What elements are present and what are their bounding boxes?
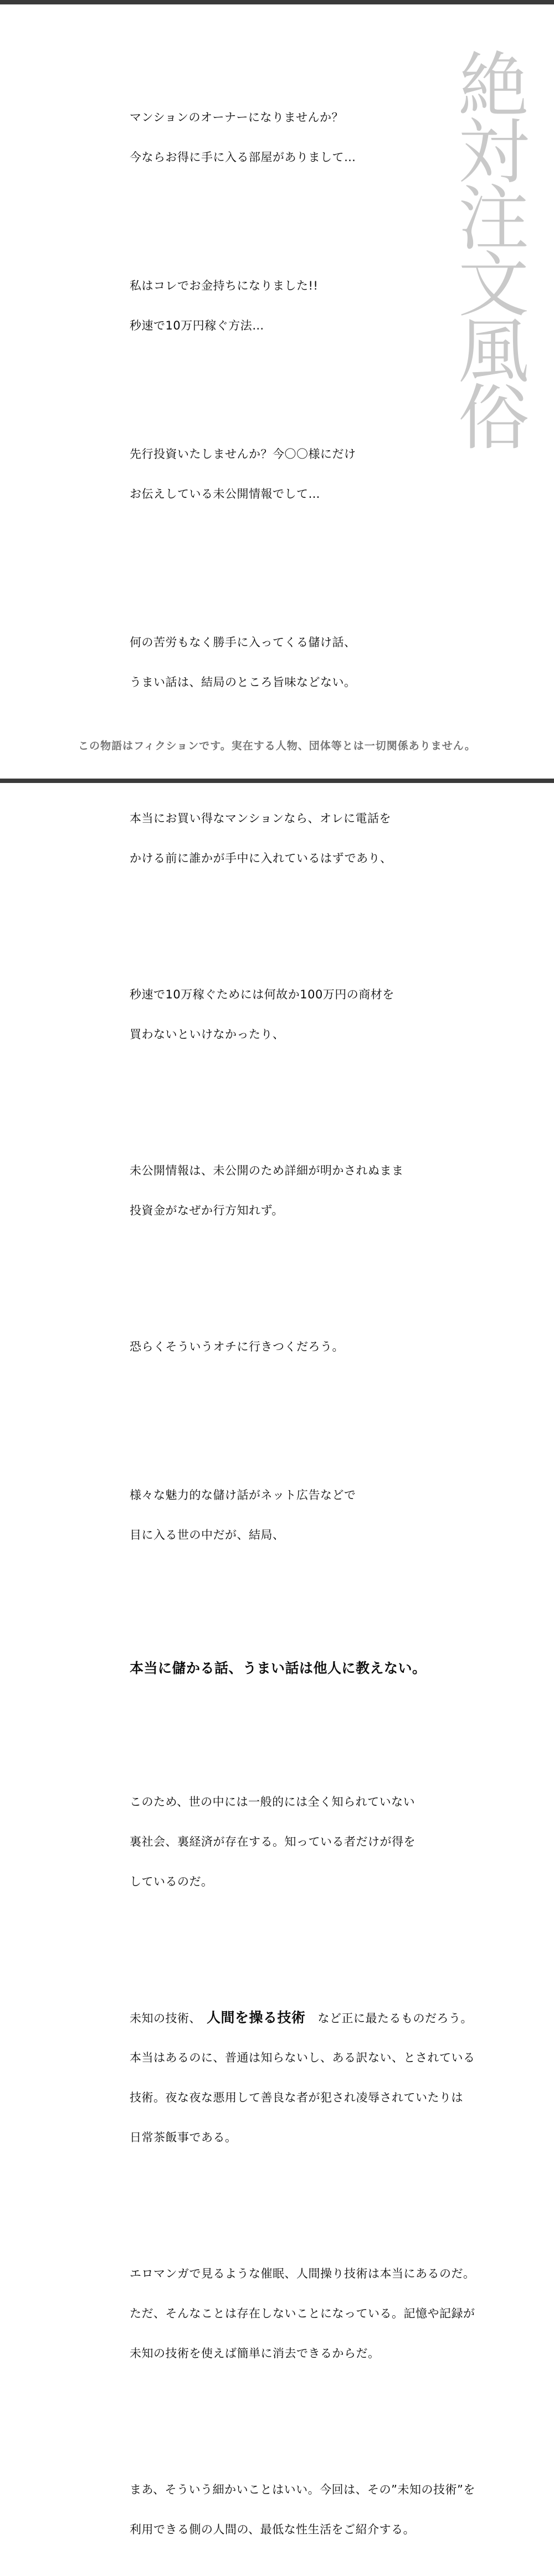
text-line: 先行投資いたしませんか？今〇〇様にだけ [130, 447, 356, 461]
paragraph-hypnosis [130, 2240, 484, 2387]
text-line: 様々な魅力的な儲け話がネット広告などで [130, 1488, 356, 1502]
paragraph-unknown-tech [130, 1985, 484, 2171]
paragraph-mansion [130, 84, 484, 190]
title-char: 絶 [458, 45, 529, 127]
text-line: 技術。夜な夜な悪用して善良な者が犯され凌辱されていたりは [130, 2091, 463, 2104]
title-char: 文 [458, 244, 529, 327]
text-line: 利用できる側の人間の、最低な性生活をご紹介する。 [130, 2523, 416, 2536]
title-char: 注 [458, 178, 529, 260]
text-line: このため、世の中には一般的には全く知られていない [130, 1795, 416, 1809]
text-line: 目に入る世の中だが、結局、 [130, 1528, 285, 1542]
text-line: 買わないといけなかったり、 [130, 1028, 285, 1041]
text-line: 日常茶飯事である。 [130, 2131, 237, 2144]
paragraph-info-reality [130, 1137, 484, 1244]
text-line: 本当にお買い得なマンションなら、オレに電話を [130, 812, 392, 825]
paragraph-no-free-lunch [130, 609, 484, 715]
text-line: かける前に誰かが手中に入れているはずであり、 [130, 852, 392, 865]
text-line: 恐らくそういうオチに行きつくだろう。 [130, 1340, 344, 1353]
title-char: 対 [458, 111, 529, 194]
paragraph-rich [130, 253, 484, 359]
paragraph-ads [130, 1462, 484, 1568]
paragraph-method-reality [130, 961, 484, 1068]
text-line: 裏社会、裏経済が存在する。知っている者だけが得を [130, 1835, 416, 1848]
paragraph-underground [130, 1769, 484, 1915]
paragraph-investment [130, 421, 484, 527]
title-char: 風 [458, 311, 529, 393]
text-fragment: 未知の技術、 [130, 2012, 201, 2025]
text-line: 未公開情報は、未公開のため詳細が明かされぬまま [130, 1164, 404, 1177]
text-fragment: など正に最たるものだろう。 [317, 2012, 473, 2025]
paragraph-introduction [130, 2456, 484, 2563]
text-line: 本当はあるのに、普通は知らないし、ある訳ない、とされている [130, 2051, 475, 2064]
text-line-mixed [130, 2011, 484, 2024]
text-line: まあ、そういう細かいことはいい。今回は、その”未知の技術”を [130, 2483, 475, 2496]
text-line: 秒速で10万円稼ぐ方法… [130, 319, 264, 332]
headline: 本当に儲かる話、うまい話は他人に教えない。 [130, 1660, 427, 1676]
paragraph-punchline [130, 1313, 484, 1380]
text-line: ただ、そんなことは存在しないことになっている。記憶や記録が [130, 2307, 475, 2320]
text-line: 私はコレでお金持ちになりました!! [130, 279, 319, 292]
text-line: 今ならお得に手に入る部屋がありまして… [130, 151, 356, 164]
fiction-disclaimer: この物語はフィクションです。実在する人物、団体等とは一切関係ありません。 [78, 740, 476, 752]
text-line: エロマンガで見るような催眠、人間操り技術は本当にあるのだ。 [130, 2267, 475, 2280]
text-line: 未知の技術を使えば簡単に消去できるからだ。 [130, 2347, 380, 2360]
text-line: うまい話は、結局のところ旨味などない。 [130, 676, 356, 689]
text-line: マンションのオーナーになりませんか？ [130, 111, 344, 124]
bottom-border [0, 779, 554, 783]
paragraph-mansion-reality [130, 785, 484, 892]
top-border [0, 0, 554, 4]
text-line: しているのだ。 [130, 1875, 213, 1888]
body-text [130, 58, 484, 2576]
vertical-title [453, 45, 534, 460]
text-line: お伝えしている未公開情報でして… [130, 487, 320, 501]
title-char: 俗 [458, 377, 529, 460]
emphasis-text: 人間を操る技術 [207, 2010, 306, 2026]
text-line: 何の苦労もなく勝手に入ってくる儲け話、 [130, 636, 356, 649]
text-line: 秒速で10万稼ぐためには何故か100万円の商材を [130, 988, 394, 1001]
text-line: 投資金がなぜか行方知れず。 [130, 1204, 284, 1217]
